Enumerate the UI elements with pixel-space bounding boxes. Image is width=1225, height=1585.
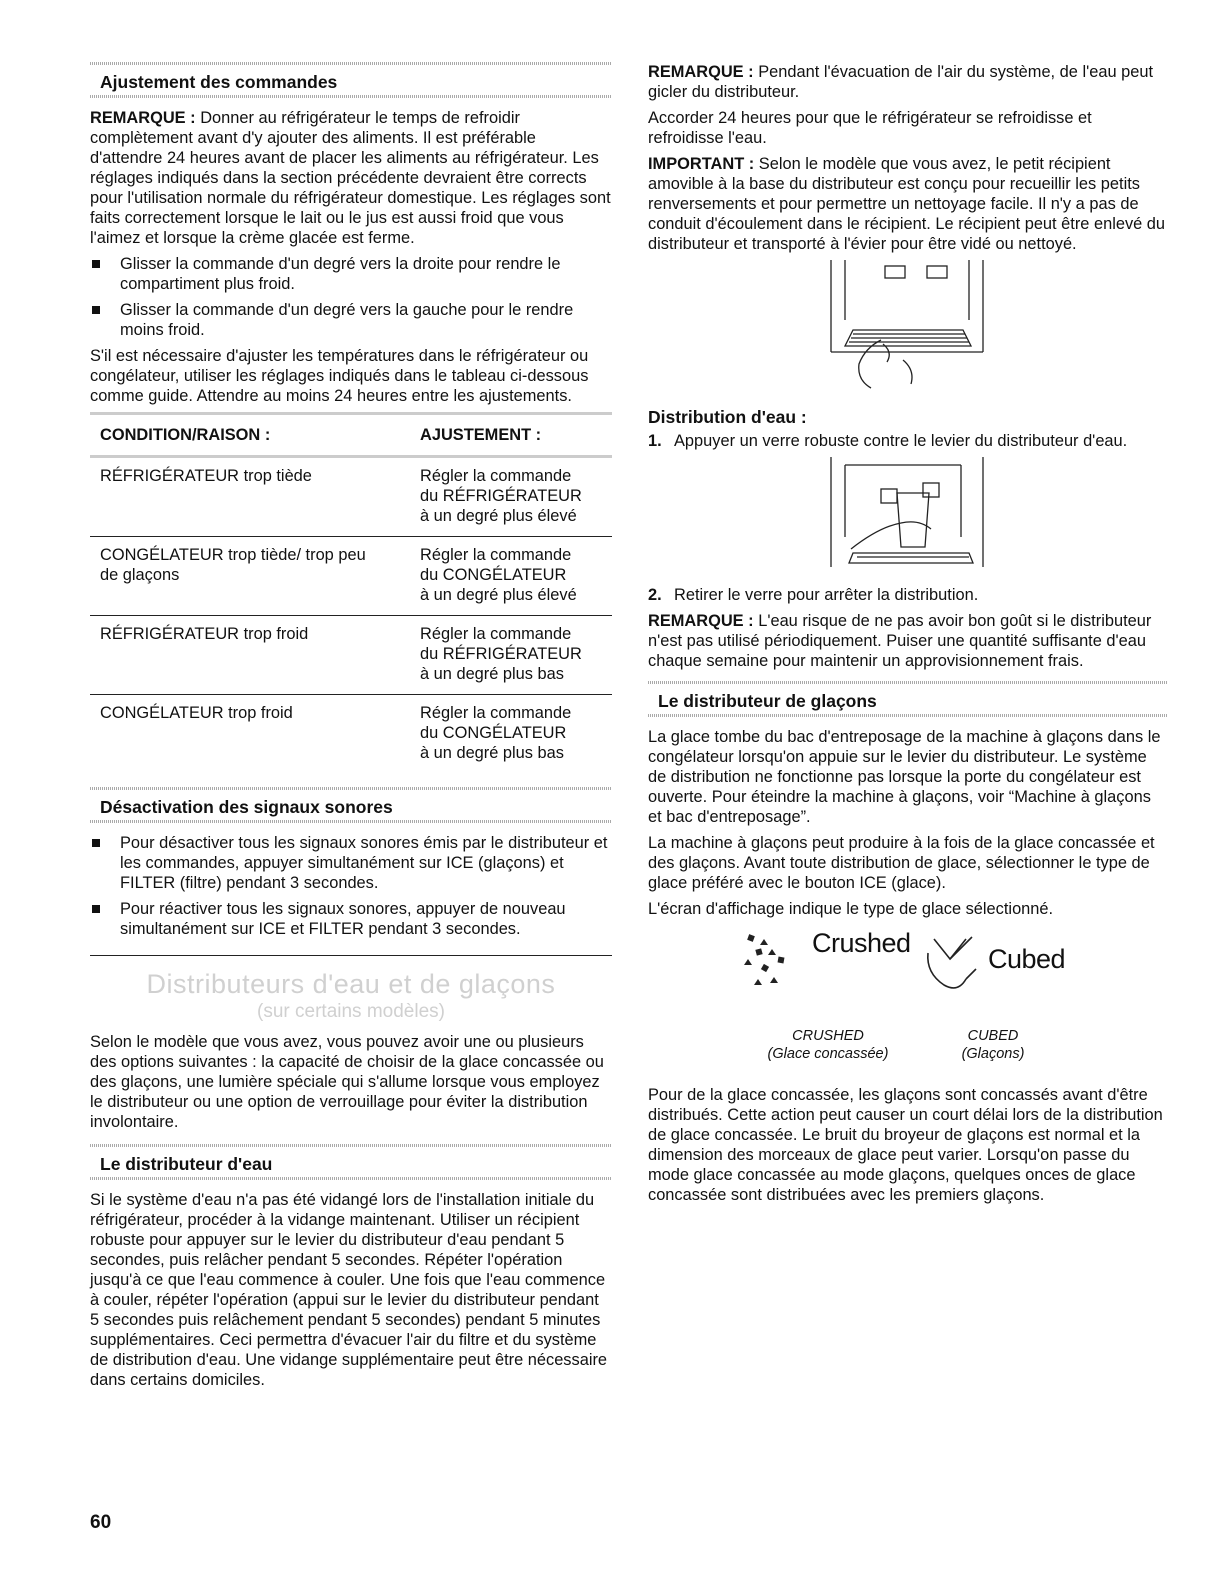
condition-cell: RÉFRIGÉRATEUR trop froid: [90, 616, 410, 695]
note-keyword: REMARQUE :: [648, 63, 754, 81]
intro-paragraph: Selon le modèle que vous avez, vous pouvez avoir une ou plusieurs des options suivantes : la capacité de choisir de la glace concassée ou des glaçons, une lumière spéciale qui s'allume lorsque vous employez le distributeur ou une option de verrouillage pour éviter la distribution involontaire.: [90, 1033, 604, 1131]
note-air: [648, 62, 1168, 102]
ice-paragraph: L'écran d'affichage indique le type de glace sélectionné.: [648, 900, 1054, 918]
ice-mode-icons: [648, 927, 1168, 1023]
chapter-subtitle: (sur certains modèles): [257, 1001, 445, 1022]
adjustment-line: à un degré plus bas: [420, 665, 564, 683]
adjustment-note: [90, 108, 612, 248]
column-header-adjustment: AJUSTEMENT :: [410, 414, 612, 457]
adjustment-line: du RÉFRIGÉRATEUR: [420, 487, 582, 505]
important-text: Selon le modèle que vous avez, le petit récipient amovible à la base du distributeur est conçu pour recueillir les petits renversements et pour permettre un nettoyage facile. Il n'y a pas de conduit d'écoulement dans le récipient. Le récipient peut être enlevé du distributeur et transporté à l'évier pour être vidé ou nettoyé.: [648, 155, 1166, 253]
section-heading-water: Le distributeur d'eau: [90, 1144, 612, 1180]
crushed-caption: [748, 1027, 908, 1063]
adjustment-cell: [410, 457, 612, 537]
adjustment-line: du CONGÉLATEUR: [420, 724, 567, 742]
crushed-caption-title: CRUSHED: [792, 1028, 864, 1044]
crushed-ice-icon: [728, 927, 818, 997]
adjustment-line: Régler la commande: [420, 546, 572, 564]
adjustment-line: du CONGÉLATEUR: [420, 566, 567, 584]
table-row: [90, 616, 612, 695]
step-number: 2.: [648, 586, 662, 604]
cubed-caption-subtitle: (Glaçons): [961, 1046, 1025, 1062]
bullet-item: Glisser la commande d'un degré vers la droite pour rendre le compartiment plus froid.: [90, 254, 612, 294]
adjustment-line: Régler la commande: [420, 704, 572, 722]
bullet-item: Pour désactiver tous les signaux sonores émis par le distributeur et les commandes, appuyer simultanément sur ICE (glaçons) et FILTER (filtre) pendant 3 secondes.: [90, 833, 612, 893]
adjustment-line: du RÉFRIGÉRATEUR: [420, 645, 582, 663]
table-row: [90, 457, 612, 537]
drip-tray-illustration: [823, 260, 993, 395]
cubed-ice-icon: [920, 929, 980, 995]
adjustment-cell: [410, 537, 612, 616]
cooling-paragraph: Accorder 24 heures pour que le réfrigérateur se refroidisse et refroidisse l'eau.: [648, 109, 1092, 147]
adjustment-line: Régler la commande: [420, 625, 572, 643]
step-item: [648, 431, 1168, 451]
step-text: Retirer le verre pour arrêter la distribution.: [674, 586, 979, 604]
ice-paragraph: Pour de la glace concassée, les glaçons sont concassés avant d'être distribués. Cette action peut causer un court délai lors de la distribution de glace concassée. Le bruit du broyeur de glaçons est normal et la dimension des morceaux de glace peut varier. Lorsqu'on passe du mode glace concassée au mode glaçons, quelques onces de glace concassée sont distribuées avec les premiers glaçons.: [648, 1086, 1163, 1204]
section-divider: [90, 955, 612, 956]
section-heading-adjustment: Ajustement des commandes: [90, 62, 612, 98]
right-column: [648, 62, 1168, 1211]
step-text: Appuyer un verre robuste contre le levier du distributeur d'eau.: [674, 432, 1128, 450]
step-item: [648, 585, 1168, 605]
cubed-caption: [938, 1027, 1048, 1063]
table-header-row: [90, 414, 612, 457]
taste-note: [648, 611, 1168, 671]
cubed-icon-label: Cubed: [988, 944, 1066, 974]
adjustment-line: Régler la commande: [420, 467, 572, 485]
table-row: [90, 537, 612, 616]
condition-cell: CONGÉLATEUR trop tiède/ trop peu de glaçons: [90, 537, 410, 616]
column-header-condition: CONDITION/RAISON :: [90, 414, 410, 457]
crushed-caption-subtitle: (Glace concassée): [767, 1046, 889, 1062]
water-paragraph: Si le système d'eau n'a pas été vidangé lors de l'installation initiale du réfrigérateur, procéder à la vidange maintenant. Utiliser un récipient robuste pour appuyer sur le levier du distributeur d'eau pendant 5 secondes, puis relâcher pendant 5 secondes. Répéter l'opération jusqu'à ce que l'eau commence à couler. Une fois que l'eau commence à couler, répéter l'opération (appui sur le levier du distributeur pendant 5 secondes puis relâchement pendant 5 secondes) pendant 5 minutes supplémentaires. Ceci permettra d'évacuer l'air du filtre et du système de distribution d'eau. Une vidange supplémentaire peut être nécessaire dans certains domiciles.: [90, 1191, 608, 1389]
adjustment-cell: [410, 695, 612, 774]
adjustment-line: à un degré plus bas: [420, 744, 564, 762]
step-number: 1.: [648, 432, 662, 450]
sound-bullets: [90, 833, 612, 939]
condition-cell: RÉFRIGÉRATEUR trop tiède: [90, 457, 410, 537]
bullet-item: Glisser la commande d'un degré vers la gauche pour le rendre moins froid.: [90, 300, 612, 340]
adjustment-cell: [410, 616, 612, 695]
note-text: Pendant l'évacuation de l'air du système, de l'eau peut gicler du distributeur.: [648, 63, 1154, 101]
glass-dispensing-illustration: [823, 457, 993, 577]
important-note: [648, 154, 1168, 254]
left-column: [90, 62, 612, 1396]
ice-paragraph: La glace tombe du bac d'entreposage de la machine à glaçons dans le congélateur lorsqu'on appuie sur le levier du distributeur. Le système de distribution ne fonctionne pas lorsque la porte du congélateur est ouverte. Pour éteindre la machine à glaçons, voir “Machine à glaçons et bac d'entreposage”.: [648, 728, 1161, 826]
adjustment-table: [90, 412, 612, 773]
table-row: [90, 695, 612, 774]
ice-paragraph: La machine à glaçons peut produire à la fois de la glace concassée et des glaçons. Avant toute distribution de glace, sélectionner le type de glace préféré avec le bouton ICE (glace).: [648, 834, 1155, 892]
section-heading-sound: Désactivation des signaux sonores: [90, 787, 612, 823]
adjustment-line: à un degré plus élevé: [420, 507, 577, 525]
cubed-caption-title: CUBED: [967, 1028, 1019, 1044]
page-number: 60: [90, 1512, 112, 1533]
note-text: L'eau risque de ne pas avoir bon goût si le distributeur n'est pas utilisé périodiquement. Puiser une quantité suffisante d'eau chaque semaine pour maintenir un approvisionnement frais.: [648, 612, 1152, 670]
section-heading-ice: Le distributeur de glaçons: [648, 681, 1168, 717]
condition-cell: CONGÉLATEUR trop froid: [100, 704, 293, 722]
chapter-title: Distributeurs d'eau et de glaçons: [146, 969, 556, 999]
note-text: Donner au réfrigérateur le temps de refroidir complètement avant d'y ajouter des aliments. Il est préférable d'attendre 24 heures avant de placer les aliments au réfrigérateur. Les réglages indiqués dans la section précédente devraient être corrects pour l'utilisation normale du réfrigérateur domestique. Les réglages sont faits correctement lorsque le lait ou le jus est aussi froid que vous l'aimez et lorsque la crème glacée est ferme.: [90, 109, 611, 247]
bullet-item: Pour réactiver tous les signaux sonores, appuyer de nouveau simultanément sur ICE et FILTER pendant 3 secondes.: [90, 899, 612, 939]
adjustment-bullets: [90, 254, 612, 340]
crushed-icon-label: Crushed: [812, 928, 911, 958]
section-heading-water-dispensing: Distribution d'eau :: [648, 407, 807, 427]
important-keyword: IMPORTANT :: [648, 155, 755, 173]
note-keyword: REMARQUE :: [648, 612, 754, 630]
ice-captions: [648, 1027, 1168, 1071]
adjustment-paragraph: S'il est nécessaire d'ajuster les températures dans le réfrigérateur ou congélateur, utiliser les réglages indiqués dans le tableau ci-dessous comme guide. Attendre au moins 24 heures entre les ajustements.: [90, 347, 589, 405]
note-keyword: REMARQUE :: [90, 109, 196, 127]
adjustment-line: à un degré plus élevé: [420, 586, 577, 604]
